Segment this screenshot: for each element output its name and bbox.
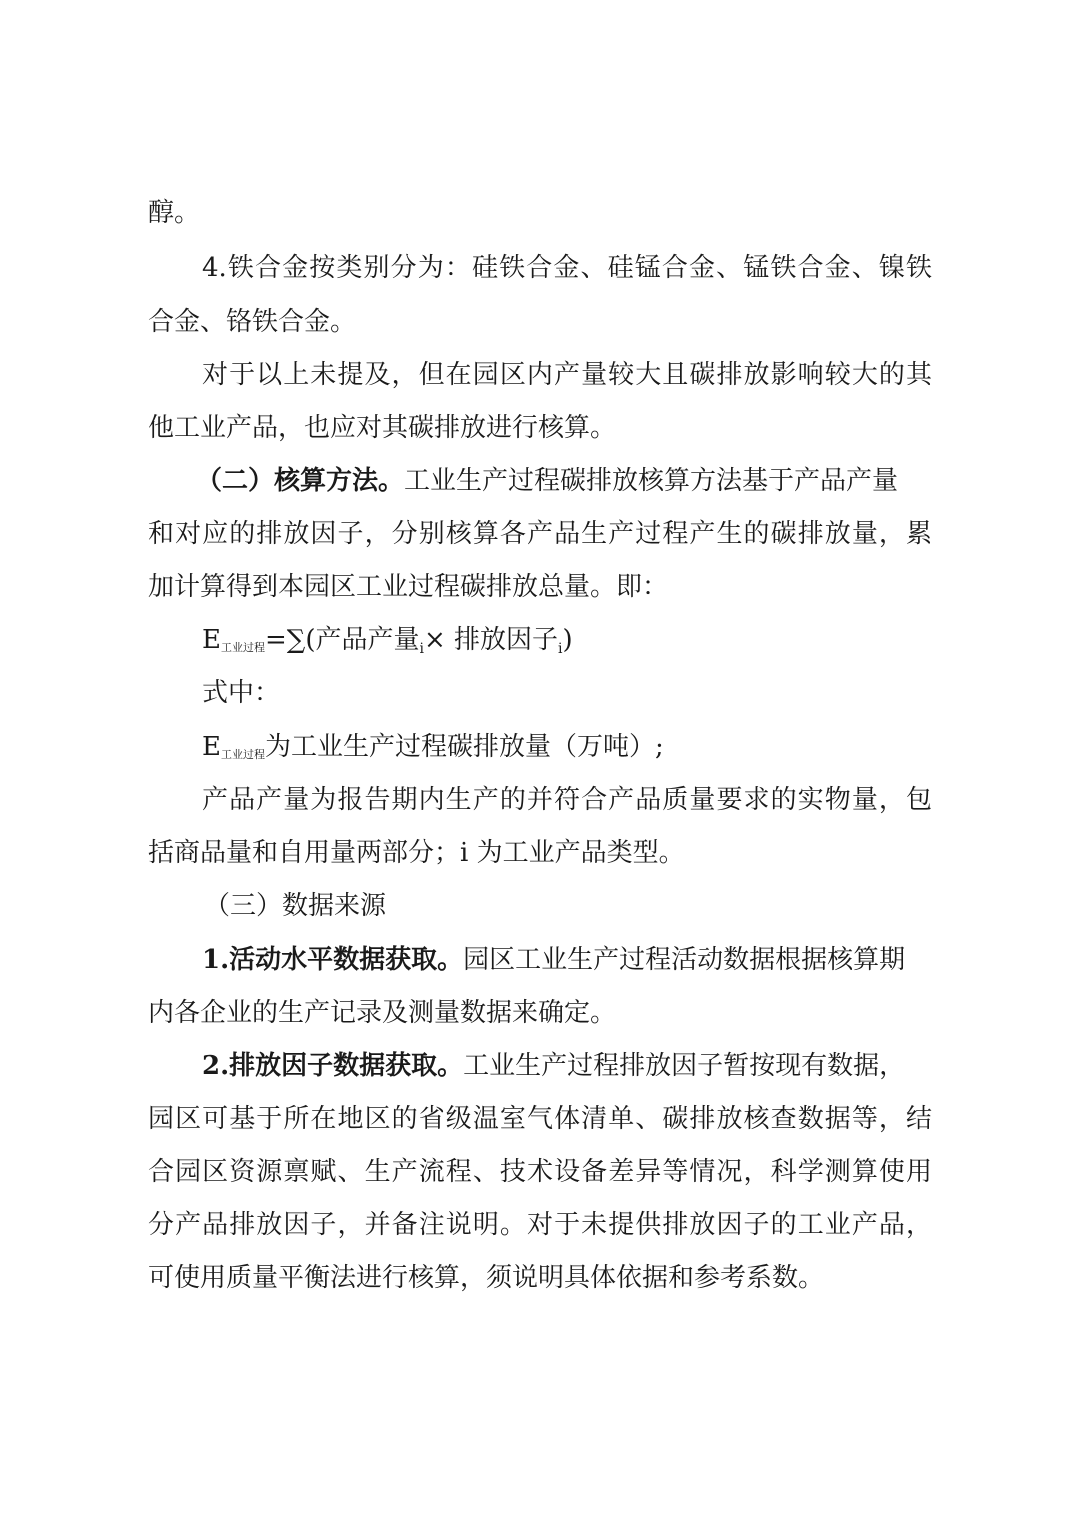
section-heading: （二）核算方法。 — [196, 466, 405, 496]
formula-close: ) — [562, 625, 573, 655]
definition-text: 为工业生产过程碳排放量（万吨）; — [264, 732, 664, 762]
text-run: 工业生产过程排放因子暂按现有数据， — [463, 1051, 906, 1081]
text-line: 园区可基于所在地区的省级温室气体清单、碳排放核查数据等，结 — [148, 1104, 932, 1134]
formula-e: E — [202, 625, 221, 655]
definition-subscript: 工业过程 — [220, 748, 265, 761]
definition-e: E — [202, 732, 221, 762]
formula — [202, 620, 932, 660]
subheading: 1.活动水平数据获取。 — [202, 945, 464, 975]
text-line: 分产品排放因子，并备注说明。对于未提供排放因子的工业产品， — [148, 1210, 932, 1240]
text-line: 合金、铬铁合金。 — [148, 307, 357, 337]
formula-index: i — [419, 641, 424, 657]
text-line: 和对应的排放因子，分别核算各产品生产过程产生的碳排放量，累 — [148, 519, 932, 549]
formula-times: × 排放因子 — [423, 625, 559, 655]
formula-subscript: 工业过程 — [220, 641, 265, 654]
text-line: 括商品量和自用量两部分；i 为工业产品类型。 — [148, 838, 685, 868]
text-line — [196, 461, 926, 501]
text-run: 园区工业生产过程活动数据根据核算期 — [463, 945, 906, 975]
text-line: 对于以上未提及，但在园区内产量较大且碳排放影响较大的其 — [202, 360, 932, 390]
text-line: 他工业产品，也应对其碳排放进行核算。 — [148, 413, 617, 443]
text-line: 4.铁合金按类别分为：硅铁合金、硅锰合金、锰铁合金、镍铁 — [202, 253, 932, 283]
text-run: 工业生产过程碳排放核算方法基于产品产量 — [404, 466, 899, 496]
formula-product: 产品产量 — [315, 625, 420, 655]
text-line — [202, 940, 932, 980]
formula-index: i — [558, 641, 563, 657]
text-line: 产品产量为报告期内生产的并符合产品质量要求的实物量，包 — [202, 785, 932, 815]
text-line — [202, 1046, 932, 1086]
text-line: 醇。 — [148, 198, 201, 228]
text-line: 加计算得到本园区工业过程碳排放总量。即： — [148, 572, 669, 602]
text-line: 式中： — [202, 678, 281, 708]
text-line: 合园区资源禀赋、生产流程、技术设备差异等情况，科学测算使用 — [148, 1157, 932, 1187]
text-line: 可使用质量平衡法进行核算，须说明具体依据和参考系数。 — [148, 1263, 825, 1293]
section-heading: （三）数据来源 — [204, 891, 387, 921]
formula-sum: =∑( — [264, 625, 316, 655]
text-line: 内各企业的生产记录及测量数据来确定。 — [148, 998, 617, 1028]
subheading: 2.排放因子数据获取。 — [202, 1051, 464, 1081]
definition-line — [202, 727, 932, 767]
